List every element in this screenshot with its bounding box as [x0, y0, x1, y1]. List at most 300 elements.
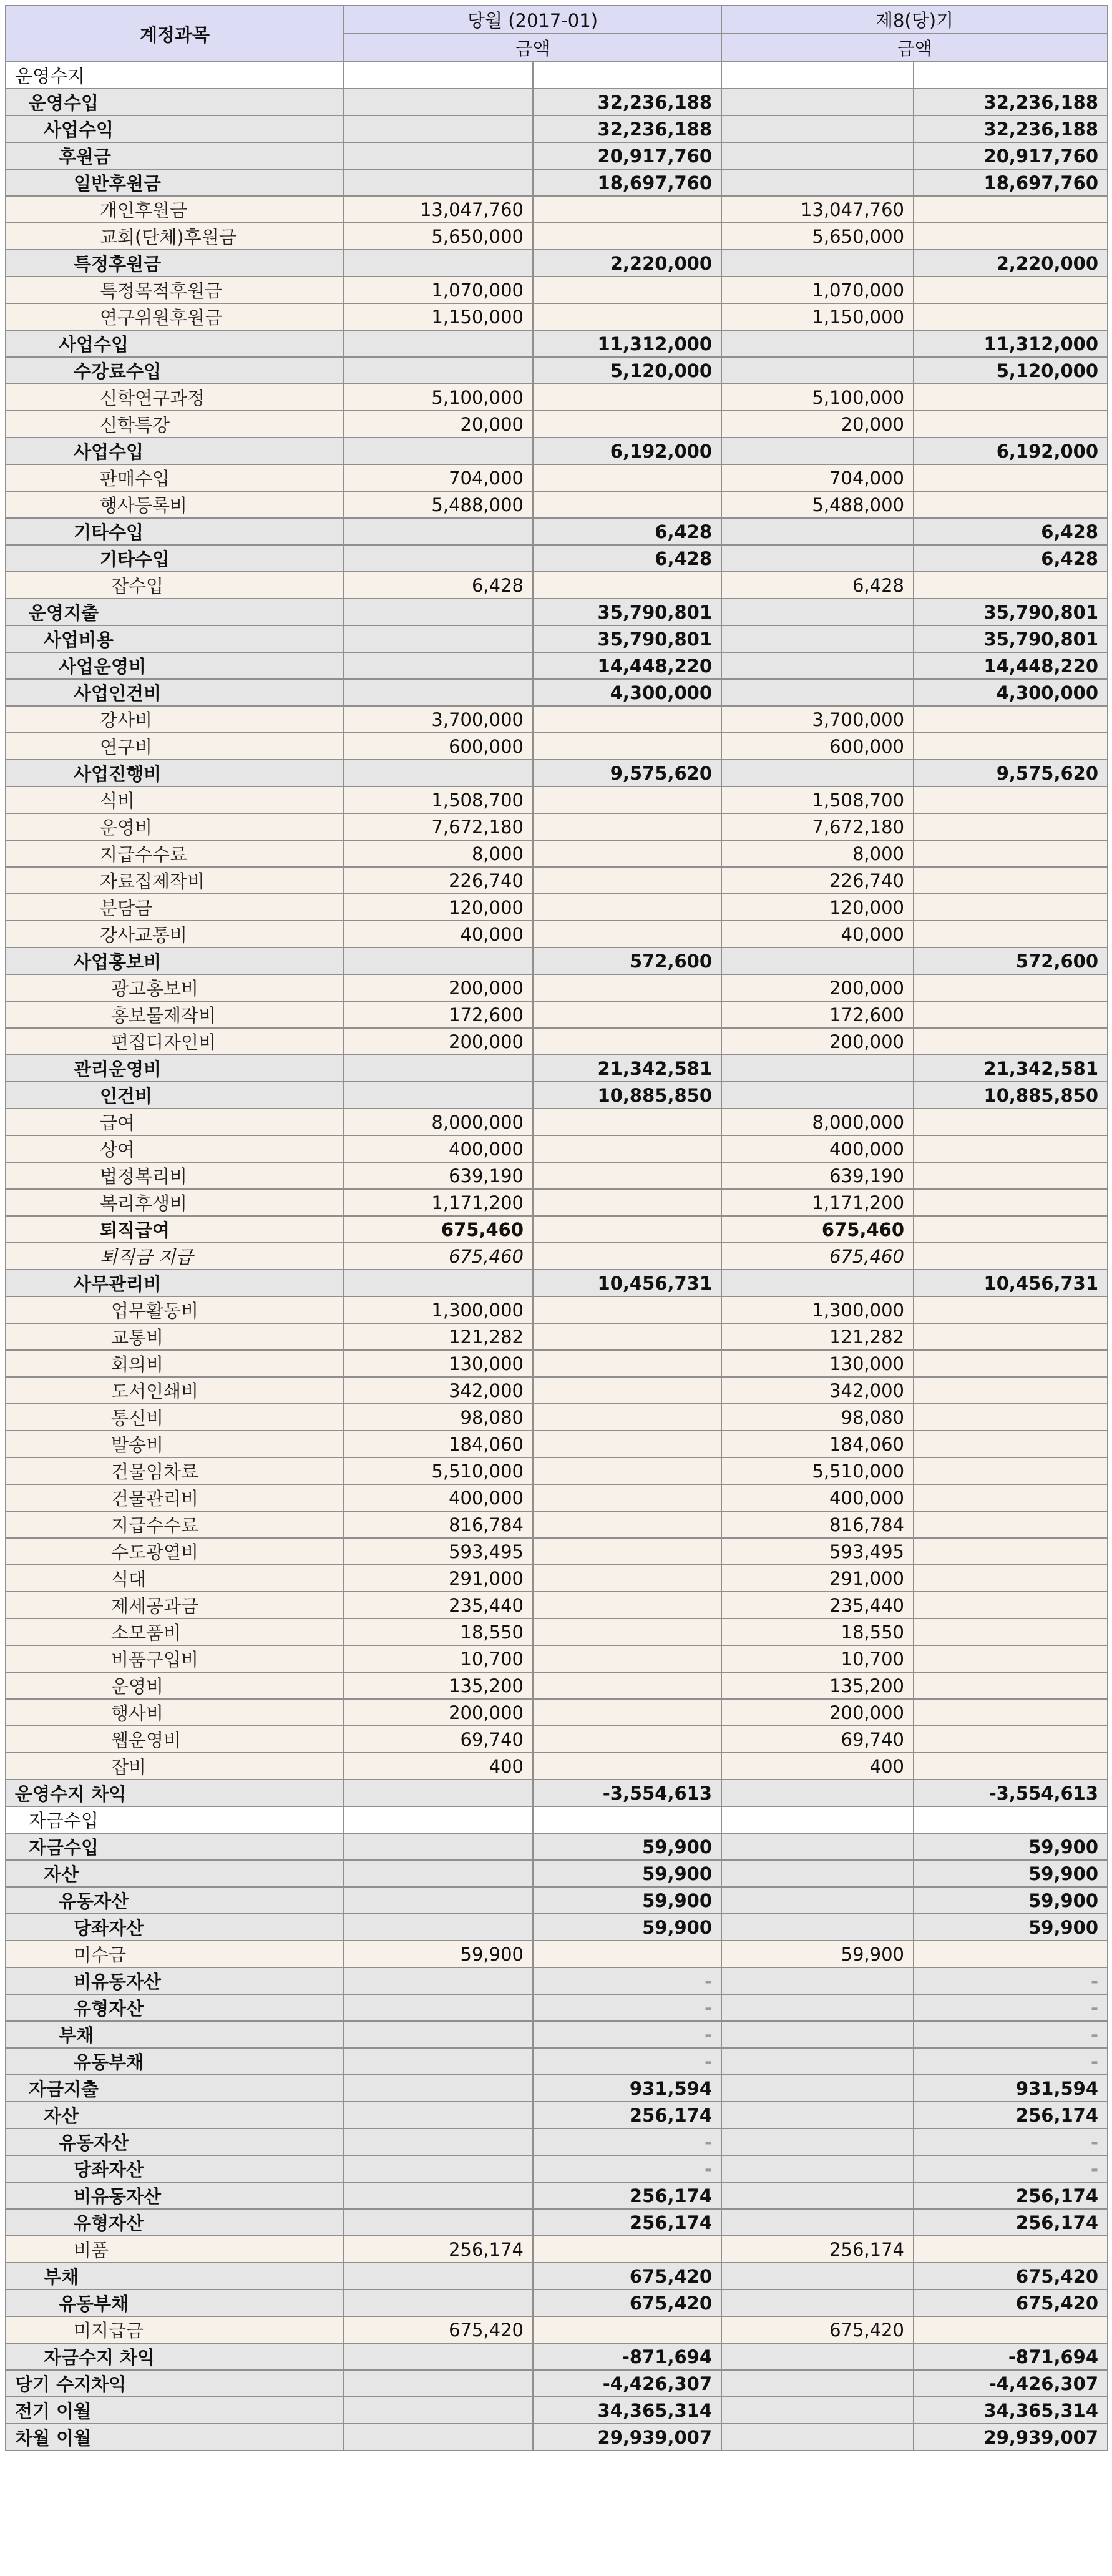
term-detail-amount-cell: 291,000	[721, 1565, 914, 1592]
term-total-amount-cell	[914, 2316, 1108, 2343]
term-detail-amount-cell	[721, 545, 914, 572]
account-name-cell: 비품	[6, 2236, 344, 2263]
current-detail-amount-cell	[344, 1833, 533, 1860]
current-total-amount-cell: 11,312,000	[533, 330, 721, 357]
current-detail-amount-cell: 593,495	[344, 1538, 533, 1565]
term-total-amount-cell	[914, 1511, 1108, 1538]
table-row	[6, 491, 1108, 518]
current-detail-amount-cell	[344, 1860, 533, 1887]
table-row	[6, 1082, 1108, 1109]
term-total-amount-cell: -4,426,307	[914, 2370, 1108, 2397]
term-detail-amount-cell	[721, 357, 914, 384]
term-detail-amount-cell	[721, 250, 914, 277]
term-detail-amount-cell	[721, 1994, 914, 2021]
current-detail-amount-cell: 226,740	[344, 867, 533, 894]
financial-statement-table	[5, 5, 1108, 2451]
term-detail-amount-cell	[721, 2370, 914, 2397]
table-row	[6, 1135, 1108, 1162]
current-total-amount-cell	[533, 491, 721, 518]
term-total-amount-cell: -	[914, 2021, 1108, 2048]
term-total-amount-cell	[914, 894, 1108, 921]
table-row	[6, 1243, 1108, 1270]
account-name-cell: 업무활동비	[6, 1296, 344, 1323]
term-total-amount-cell	[914, 1806, 1108, 1833]
table-row	[6, 1028, 1108, 1055]
term-total-amount-cell	[914, 1189, 1108, 1216]
current-total-amount-cell	[533, 1753, 721, 1780]
table-row	[6, 115, 1108, 142]
term-detail-amount-cell	[721, 1806, 914, 1833]
table-row	[6, 786, 1108, 813]
current-detail-amount-cell	[344, 2075, 533, 2102]
term-detail-amount-cell	[721, 2290, 914, 2316]
term-detail-amount-cell: 400,000	[721, 1484, 914, 1511]
current-total-amount-cell	[533, 1350, 721, 1377]
current-total-amount-cell	[533, 2236, 721, 2263]
term-detail-amount-cell: 98,080	[721, 1404, 914, 1431]
term-detail-amount-cell	[721, 142, 914, 169]
term-detail-amount-cell: 18,550	[721, 1619, 914, 1645]
current-total-amount-cell: 14,448,220	[533, 652, 721, 679]
term-total-amount-cell	[914, 411, 1108, 438]
table-row	[6, 2102, 1108, 2128]
current-total-amount-cell: 10,456,731	[533, 1270, 721, 1296]
current-detail-amount-cell: 235,440	[344, 1592, 533, 1619]
account-name-cell: 자산	[6, 1860, 344, 1887]
term-total-amount-cell	[914, 1592, 1108, 1619]
table-row	[6, 1645, 1108, 1672]
account-name-cell: 잡수입	[6, 572, 344, 599]
table-row	[6, 733, 1108, 760]
current-total-amount-cell	[533, 1565, 721, 1592]
term-total-amount-cell: 11,312,000	[914, 330, 1108, 357]
term-total-amount-cell: 6,192,000	[914, 438, 1108, 464]
table-row	[6, 2397, 1108, 2424]
current-detail-amount-cell	[344, 1914, 533, 1941]
term-detail-amount-cell: 675,460	[721, 1216, 914, 1243]
table-row	[6, 1699, 1108, 1726]
current-total-amount-cell	[533, 1592, 721, 1619]
account-name-cell: 유동부채	[6, 2290, 344, 2316]
account-name-cell: 사업수입	[6, 330, 344, 357]
table-row	[6, 1457, 1108, 1484]
account-name-cell: 비품구입비	[6, 1645, 344, 1672]
account-name-cell: 자산	[6, 2102, 344, 2128]
term-detail-amount-cell	[721, 1887, 914, 1914]
current-total-amount-cell: -	[533, 2128, 721, 2155]
term-detail-amount-cell: 40,000	[721, 921, 914, 948]
table-row	[6, 330, 1108, 357]
table-row	[6, 813, 1108, 840]
current-total-amount-cell	[533, 62, 721, 89]
fiscal-term-header: 제8(당)기	[721, 6, 1108, 34]
current-total-amount-cell: -	[533, 2021, 721, 2048]
term-detail-amount-cell: 342,000	[721, 1377, 914, 1404]
table-row	[6, 894, 1108, 921]
current-detail-amount-cell	[344, 652, 533, 679]
account-name-cell: 통신비	[6, 1404, 344, 1431]
term-total-amount-cell: -	[914, 1967, 1108, 1994]
current-detail-amount-cell	[344, 2290, 533, 2316]
account-name-cell: 전기 이월	[6, 2397, 344, 2424]
current-total-amount-cell: 10,885,850	[533, 1082, 721, 1109]
term-total-amount-cell	[914, 1135, 1108, 1162]
term-total-amount-cell: 59,900	[914, 1914, 1108, 1941]
account-name-cell: 교통비	[6, 1323, 344, 1350]
account-name-cell: 식비	[6, 786, 344, 813]
term-total-amount-cell	[914, 840, 1108, 867]
account-name-cell: 당좌자산	[6, 1914, 344, 1941]
current-total-amount-cell: 256,174	[533, 2209, 721, 2236]
current-total-amount-cell: 20,917,760	[533, 142, 721, 169]
term-detail-amount-cell: 400	[721, 1753, 914, 1780]
term-total-amount-cell	[914, 921, 1108, 948]
table-row	[6, 1914, 1108, 1941]
current-total-amount-cell	[533, 1377, 721, 1404]
term-detail-amount-cell: 639,190	[721, 1162, 914, 1189]
term-total-amount-cell: 2,220,000	[914, 250, 1108, 277]
table-row	[6, 196, 1108, 223]
account-name-cell: 운영수입	[6, 89, 344, 115]
current-total-amount-cell: -	[533, 1967, 721, 1994]
term-total-amount-cell: -	[914, 1994, 1108, 2021]
current-total-amount-cell: 9,575,620	[533, 760, 721, 786]
account-name-cell: 관리운영비	[6, 1055, 344, 1082]
account-name-cell: 특정후원금	[6, 250, 344, 277]
current-detail-amount-cell	[344, 2370, 533, 2397]
current-detail-amount-cell	[344, 2182, 533, 2209]
current-detail-amount-cell	[344, 518, 533, 545]
term-detail-amount-cell	[721, 679, 914, 706]
account-name-cell: 신학특강	[6, 411, 344, 438]
current-detail-amount-cell: 200,000	[344, 1699, 533, 1726]
term-total-amount-cell: 34,365,314	[914, 2397, 1108, 2424]
term-total-amount-cell	[914, 1109, 1108, 1135]
account-name-cell: 비유동자산	[6, 2182, 344, 2209]
table-row	[6, 411, 1108, 438]
table-row	[6, 223, 1108, 250]
current-detail-amount-cell	[344, 760, 533, 786]
current-total-amount-cell	[533, 464, 721, 491]
current-detail-amount-cell	[344, 1994, 533, 2021]
table-row	[6, 2236, 1108, 2263]
current-total-amount-cell: 59,900	[533, 1833, 721, 1860]
term-total-amount-cell: 10,456,731	[914, 1270, 1108, 1296]
term-total-amount-cell	[914, 62, 1108, 89]
current-total-amount-cell: 5,120,000	[533, 357, 721, 384]
table-row	[6, 2048, 1108, 2075]
account-name-cell: 연구비	[6, 733, 344, 760]
table-row	[6, 357, 1108, 384]
current-detail-amount-cell: 69,740	[344, 1726, 533, 1753]
account-name-cell: 인건비	[6, 1082, 344, 1109]
account-name-cell: 상여	[6, 1135, 344, 1162]
current-total-amount-cell	[533, 921, 721, 948]
term-total-amount-cell: 572,600	[914, 948, 1108, 974]
term-detail-amount-cell: 1,300,000	[721, 1296, 914, 1323]
account-name-cell: 사업홍보비	[6, 948, 344, 974]
current-total-amount-cell	[533, 1162, 721, 1189]
current-total-amount-cell: 256,174	[533, 2102, 721, 2128]
current-detail-amount-cell	[344, 2048, 533, 2075]
current-total-amount-cell	[533, 277, 721, 303]
current-detail-amount-cell	[344, 169, 533, 196]
current-total-amount-cell: 18,697,760	[533, 169, 721, 196]
current-total-amount-cell	[533, 733, 721, 760]
term-detail-amount-cell	[721, 330, 914, 357]
current-detail-amount-cell: 1,508,700	[344, 786, 533, 813]
term-detail-amount-cell	[721, 625, 914, 652]
table-row	[6, 2370, 1108, 2397]
account-name-cell: 자금수입	[6, 1806, 344, 1833]
table-row	[6, 2290, 1108, 2316]
account-name-cell: 웹운영비	[6, 1726, 344, 1753]
account-name-cell: 운영수지	[6, 62, 344, 89]
term-detail-amount-cell	[721, 2424, 914, 2451]
account-name-cell: 신학연구과정	[6, 384, 344, 411]
table-row	[6, 1726, 1108, 1753]
term-detail-amount-cell	[721, 518, 914, 545]
current-detail-amount-cell: 1,171,200	[344, 1189, 533, 1216]
current-detail-amount-cell: 8,000	[344, 840, 533, 867]
account-name-cell: 편집디자인비	[6, 1028, 344, 1055]
account-name-cell: 소모품비	[6, 1619, 344, 1645]
term-detail-amount-cell: 8,000,000	[721, 1109, 914, 1135]
term-total-amount-cell	[914, 223, 1108, 250]
term-detail-amount-cell: 5,510,000	[721, 1457, 914, 1484]
term-total-amount-cell	[914, 1162, 1108, 1189]
account-name-cell: 지급수수료	[6, 1511, 344, 1538]
current-total-amount-cell	[533, 1028, 721, 1055]
table-row	[6, 974, 1108, 1001]
term-total-amount-cell	[914, 1538, 1108, 1565]
term-detail-amount-cell: 704,000	[721, 464, 914, 491]
term-detail-amount-cell: 120,000	[721, 894, 914, 921]
current-detail-amount-cell: 13,047,760	[344, 196, 533, 223]
table-row	[6, 62, 1108, 89]
table-row	[6, 2182, 1108, 2209]
account-name-cell: 자금수지 차익	[6, 2343, 344, 2370]
term-detail-amount-cell	[721, 2102, 914, 2128]
current-total-amount-cell	[533, 1216, 721, 1243]
current-total-amount-cell	[533, 706, 721, 733]
current-detail-amount-cell: 704,000	[344, 464, 533, 491]
current-detail-amount-cell	[344, 1082, 533, 1109]
table-row	[6, 679, 1108, 706]
table-row	[6, 2424, 1108, 2451]
current-total-amount-cell	[533, 1109, 721, 1135]
current-total-amount-cell	[533, 223, 721, 250]
current-detail-amount-cell	[344, 599, 533, 625]
current-detail-amount-cell	[344, 115, 533, 142]
term-detail-amount-cell: 1,508,700	[721, 786, 914, 813]
current-detail-amount-cell	[344, 1887, 533, 1914]
current-total-amount-cell: -	[533, 1994, 721, 2021]
term-total-amount-cell: 14,448,220	[914, 652, 1108, 679]
current-detail-amount-cell: 5,100,000	[344, 384, 533, 411]
term-detail-amount-cell	[721, 1055, 914, 1082]
current-total-amount-cell: 6,192,000	[533, 438, 721, 464]
term-detail-amount-cell: 59,900	[721, 1941, 914, 1967]
current-total-amount-cell	[533, 303, 721, 330]
current-total-amount-cell	[533, 1001, 721, 1028]
table-header	[6, 6, 1108, 62]
current-total-amount-cell: 6,428	[533, 518, 721, 545]
table-row	[6, 2316, 1108, 2343]
term-total-amount-cell: 9,575,620	[914, 760, 1108, 786]
current-detail-amount-cell: 400	[344, 1753, 533, 1780]
term-total-amount-cell: 10,885,850	[914, 1082, 1108, 1109]
account-name-cell: 급여	[6, 1109, 344, 1135]
table-row	[6, 1941, 1108, 1967]
table-row	[6, 1511, 1108, 1538]
current-total-amount-cell: -4,426,307	[533, 2370, 721, 2397]
current-total-amount-cell: 35,790,801	[533, 625, 721, 652]
term-detail-amount-cell	[721, 599, 914, 625]
table-row	[6, 89, 1108, 115]
term-detail-amount-cell: 7,672,180	[721, 813, 914, 840]
table-row	[6, 921, 1108, 948]
term-detail-amount-cell	[721, 1082, 914, 1109]
account-name-cell: 강사교통비	[6, 921, 344, 948]
current-detail-amount-cell: 816,784	[344, 1511, 533, 1538]
term-total-amount-cell: 59,900	[914, 1860, 1108, 1887]
term-detail-amount-cell: 256,174	[721, 2236, 914, 2263]
term-total-amount-cell	[914, 1484, 1108, 1511]
term-total-amount-cell	[914, 1296, 1108, 1323]
table-row	[6, 1296, 1108, 1323]
term-total-amount-cell	[914, 303, 1108, 330]
account-name-cell: 자료집제작비	[6, 867, 344, 894]
term-detail-amount-cell: 675,420	[721, 2316, 914, 2343]
account-name-cell: 연구위원후원금	[6, 303, 344, 330]
term-detail-amount-cell: 1,150,000	[721, 303, 914, 330]
table-row	[6, 867, 1108, 894]
current-total-amount-cell	[533, 1806, 721, 1833]
current-detail-amount-cell	[344, 2021, 533, 2048]
term-detail-amount-cell	[721, 2048, 914, 2075]
table-row	[6, 1323, 1108, 1350]
term-detail-amount-cell: 121,282	[721, 1323, 914, 1350]
term-total-amount-cell: 35,790,801	[914, 599, 1108, 625]
term-total-amount-cell	[914, 1753, 1108, 1780]
current-total-amount-cell: 675,420	[533, 2263, 721, 2290]
current-total-amount-cell	[533, 196, 721, 223]
current-detail-amount-cell: 20,000	[344, 411, 533, 438]
term-total-amount-cell	[914, 1941, 1108, 1967]
term-detail-amount-cell: 135,200	[721, 1672, 914, 1699]
current-detail-amount-cell	[344, 1055, 533, 1082]
current-detail-amount-cell: 675,420	[344, 2316, 533, 2343]
table-row	[6, 2209, 1108, 2236]
account-name-cell: 운영수지 차익	[6, 1780, 344, 1806]
term-total-amount-cell	[914, 464, 1108, 491]
term-total-amount-cell	[914, 1028, 1108, 1055]
current-detail-amount-cell: 1,070,000	[344, 277, 533, 303]
term-detail-amount-cell: 69,740	[721, 1726, 914, 1753]
term-detail-amount-cell: 1,070,000	[721, 277, 914, 303]
current-total-amount-cell	[533, 1511, 721, 1538]
current-total-amount-cell: 256,174	[533, 2182, 721, 2209]
current-detail-amount-cell: 342,000	[344, 1377, 533, 1404]
table-row	[6, 1350, 1108, 1377]
account-name-cell: 유동부채	[6, 2048, 344, 2075]
term-total-amount-cell: 21,342,581	[914, 1055, 1108, 1082]
account-name-cell: 지급수수료	[6, 840, 344, 867]
account-name-cell: 홍보물제작비	[6, 1001, 344, 1028]
current-detail-amount-cell: 200,000	[344, 974, 533, 1001]
term-total-amount-cell	[914, 1726, 1108, 1753]
amount-header-current: 금액	[344, 34, 721, 62]
term-total-amount-cell: 931,594	[914, 2075, 1108, 2102]
term-total-amount-cell: 256,174	[914, 2182, 1108, 2209]
current-total-amount-cell: -	[533, 2155, 721, 2182]
account-name-cell: 운영지출	[6, 599, 344, 625]
account-name-cell: 수도광열비	[6, 1538, 344, 1565]
current-total-amount-cell	[533, 1645, 721, 1672]
current-total-amount-cell: 931,594	[533, 2075, 721, 2102]
table-body	[6, 62, 1108, 2451]
current-detail-amount-cell	[344, 89, 533, 115]
current-detail-amount-cell	[344, 438, 533, 464]
current-total-amount-cell: 34,365,314	[533, 2397, 721, 2424]
term-detail-amount-cell	[721, 62, 914, 89]
term-detail-amount-cell: 200,000	[721, 1699, 914, 1726]
table-row	[6, 1565, 1108, 1592]
current-total-amount-cell	[533, 572, 721, 599]
current-total-amount-cell	[533, 974, 721, 1001]
current-total-amount-cell	[533, 1726, 721, 1753]
term-detail-amount-cell: 8,000	[721, 840, 914, 867]
current-detail-amount-cell	[344, 250, 533, 277]
account-name-cell: 유동자산	[6, 2128, 344, 2155]
current-total-amount-cell	[533, 2316, 721, 2343]
account-name-cell: 복리후생비	[6, 1189, 344, 1216]
table-row	[6, 1484, 1108, 1511]
term-detail-amount-cell	[721, 760, 914, 786]
current-total-amount-cell	[533, 894, 721, 921]
current-detail-amount-cell	[344, 2128, 533, 2155]
account-name-cell: 건물임차료	[6, 1457, 344, 1484]
term-total-amount-cell	[914, 1645, 1108, 1672]
term-detail-amount-cell: 675,460	[721, 1243, 914, 1270]
current-total-amount-cell	[533, 1619, 721, 1645]
term-total-amount-cell	[914, 786, 1108, 813]
account-name-cell: 사업진행비	[6, 760, 344, 786]
current-total-amount-cell: 32,236,188	[533, 115, 721, 142]
term-detail-amount-cell	[721, 115, 914, 142]
term-total-amount-cell	[914, 1001, 1108, 1028]
term-detail-amount-cell: 130,000	[721, 1350, 914, 1377]
current-detail-amount-cell	[344, 2209, 533, 2236]
account-name-cell: 특정목적후원금	[6, 277, 344, 303]
current-detail-amount-cell: 400,000	[344, 1484, 533, 1511]
account-name-cell: 판매수입	[6, 464, 344, 491]
table-row	[6, 1860, 1108, 1887]
current-detail-amount-cell	[344, 545, 533, 572]
current-detail-amount-cell: 675,460	[344, 1216, 533, 1243]
account-name-cell: 식대	[6, 1565, 344, 1592]
current-detail-amount-cell	[344, 1780, 533, 1806]
account-name-cell: 당좌자산	[6, 2155, 344, 2182]
term-detail-amount-cell: 6,428	[721, 572, 914, 599]
term-detail-amount-cell: 1,171,200	[721, 1189, 914, 1216]
term-detail-amount-cell	[721, 1914, 914, 1941]
term-total-amount-cell	[914, 1565, 1108, 1592]
account-name-cell: 사무관리비	[6, 1270, 344, 1296]
account-header: 계정과목	[6, 6, 344, 62]
current-period-header: 당월 (2017-01)	[344, 6, 721, 34]
